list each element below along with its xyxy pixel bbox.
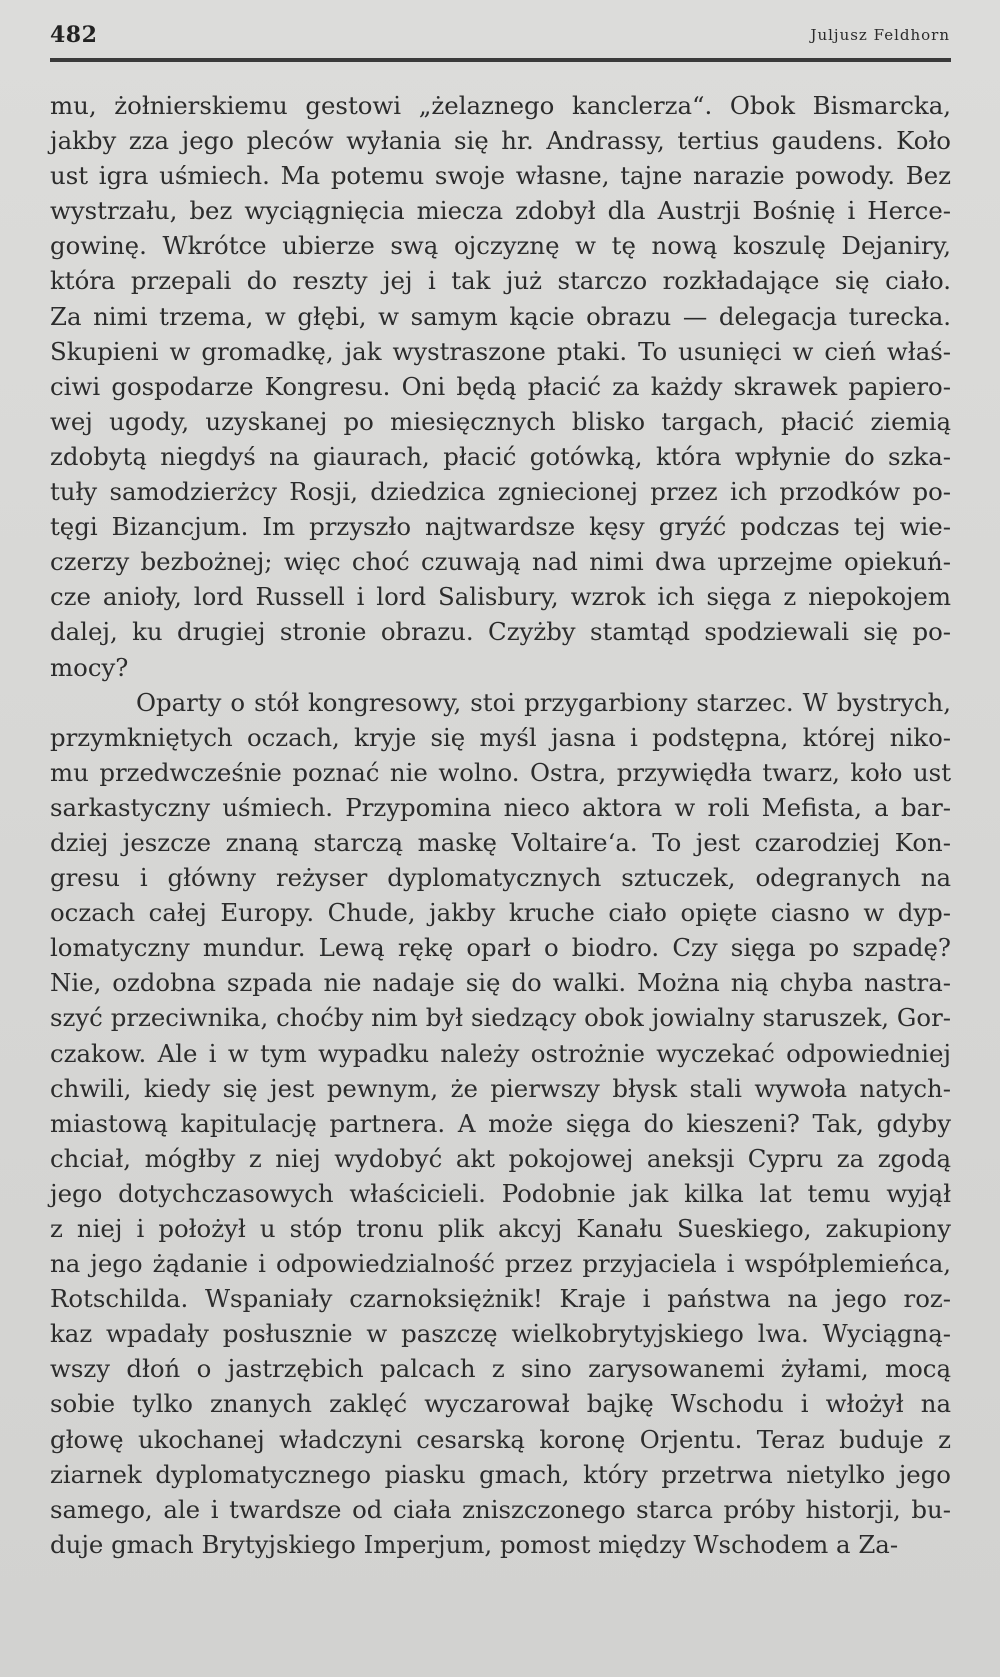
text-line: wszy dłoń o jastrzębich palcach z sino zarysowanemi żyłami, mocą [50, 1354, 951, 1384]
text-line: samego, ale i twardsze od ciała zniszczonego starca próby historji, bu- [50, 1494, 951, 1524]
text-line: ciwi gospodarze Kongresu. Oni będą płacić za każdy skrawek papiero- [50, 371, 951, 401]
header-rule [50, 58, 951, 62]
text-line: sarkastyczny uśmiech. Przypomina nieco aktora w roli Mefista, a bar- [50, 792, 951, 822]
text-line: czakow. Ale i w tym wypadku należy ostrożnie wyczekać odpowiedniej [50, 1038, 951, 1068]
running-head: Juljusz Feldhorn [810, 26, 950, 44]
text-line: dziej jeszcze znaną starczą maskę Voltaire‘a. To jest czarodziej Kon- [50, 827, 951, 857]
text-line: mu, żołnierskiemu gestowi „żelaznego kanclerza“. Obok Bismarcka, [50, 91, 951, 120]
text-line: zdobytą niegdyś na giaurach, płacić gotówką, która wpłynie do szka- [50, 441, 951, 471]
page-header [50, 18, 950, 58]
text-line: sobie tylko znanych zaklęć wyczarował bajkę Wschodu i włożył na [50, 1389, 951, 1419]
text-line: tęgi Bizancjum. Im przyszło najtwardsze kęsy gryźć podczas tej wie- [50, 512, 951, 542]
text-line: lomatyczny mundur. Lewą rękę oparł o biodro. Czy sięga po szpadę? [50, 933, 951, 963]
text-line: jakby zza jego pleców wyłania się hr. Andrassy, tertius gaudens. Koło [50, 126, 951, 156]
text-line: mocy? [50, 652, 129, 682]
text-line: wystrzału, bez wyciągnięcia miecza zdobył dla Austrji Bośnię i Herce- [50, 196, 951, 226]
text-line: na jego żądanie i odpowiedzialność przez przyjaciela i współplemieńca, [50, 1249, 951, 1279]
text-line: czerzy bezbożnej; więc choć czuwają nad nimi dwa uprzejme opiekuń- [50, 547, 951, 577]
text-line: głowę ukochanej władczyni cesarską koronę Orjentu. Teraz buduje z [50, 1424, 951, 1454]
paragraph [50, 88, 951, 685]
text-line: tuły samodzierżcy Rosji, dziedzica zgniecionej przez ich przodków po- [50, 477, 951, 507]
text-line: Za nimi trzema, w głębi, w samym kącie obrazu — delegacja turecka. [50, 301, 951, 331]
text-line: szyć przeciwnika, choćby nim był siedzący obok jowialny staruszek, Gor- [50, 1003, 951, 1033]
text-line: Skupieni w gromadkę, jak wystraszone ptaki. To usunięci w cień właś- [50, 336, 951, 366]
text-line: która przepali do reszty jej i tak już starczo rozkładające się ciało. [50, 266, 951, 296]
text-line: gowinę. Wkrótce ubierze swą ojczyznę w tę nową koszulę Dejaniry, [50, 231, 951, 261]
page-number: 482 [50, 22, 98, 48]
text-line: gresu i główny reżyser dyplomatycznych sztuczek, odegranych na [50, 863, 951, 893]
text-line: Oparty o stół kongresowy, stoi przygarbiony starzec. W bystrych, [136, 687, 951, 717]
text-line: duje gmach Brytyjskiego Imperjum, pomost między Wschodem a Za- [50, 1529, 899, 1559]
text-line: chciał, mógłby z niej wydobyć akt pokojowej aneksji Cypru za zgodą [50, 1143, 951, 1173]
text-line: przymkniętych oczach, kryje się myśl jasna i podstępna, której niko- [50, 722, 951, 752]
text-line: chwili, kiedy się jest pewnym, że pierwszy błysk stali wywoła natych- [50, 1073, 951, 1103]
text-line: cze anioły, lord Russell i lord Salisbury, wzrok ich sięga z niepokojem [50, 582, 951, 612]
text-line: oczach całej Europy. Chude, jakby kruche ciało opięte ciasno w dyp- [50, 898, 951, 928]
text-line: Nie, ozdobna szpada nie nadaje się do walki. Można nią chyba nastra- [50, 968, 951, 998]
text-line: wej ugody, uzyskanej po miesięcznych blisko targach, płacić ziemią [50, 406, 951, 436]
text-line: mu przedwcześnie poznać nie wolno. Ostra, przywiędła twarz, koło ust [50, 757, 951, 787]
text-line: dalej, ku drugiej stronie obrazu. Czyżby stamtąd spodziewali się po- [50, 617, 951, 647]
text-line: kaz wpadały posłusznie w paszczę wielkobrytyjskiego lwa. Wyciągną- [50, 1319, 951, 1349]
text-line: jego dotychczasowych właścicieli. Podobnie jak kilka lat temu wyjął [50, 1178, 951, 1208]
text-line: z niej i położył u stóp tronu plik akcyj Kanału Sueskiego, zakupiony [50, 1214, 951, 1243]
body-text [50, 88, 951, 1562]
paragraph [50, 685, 951, 1562]
text-line: ziarnek dyplomatycznego piasku gmach, który przetrwa nietylko jego [50, 1459, 951, 1489]
text-line: miastową kapitulację partnera. A może sięga do kieszeni? Tak, gdyby [50, 1108, 951, 1138]
text-line: ust igra uśmiech. Ma potemu swoje własne, tajne narazie powody. Bez [50, 161, 951, 191]
text-line: Rotschilda. Wspaniały czarnoksiężnik! Kraje i państwa na jego roz- [50, 1284, 951, 1314]
